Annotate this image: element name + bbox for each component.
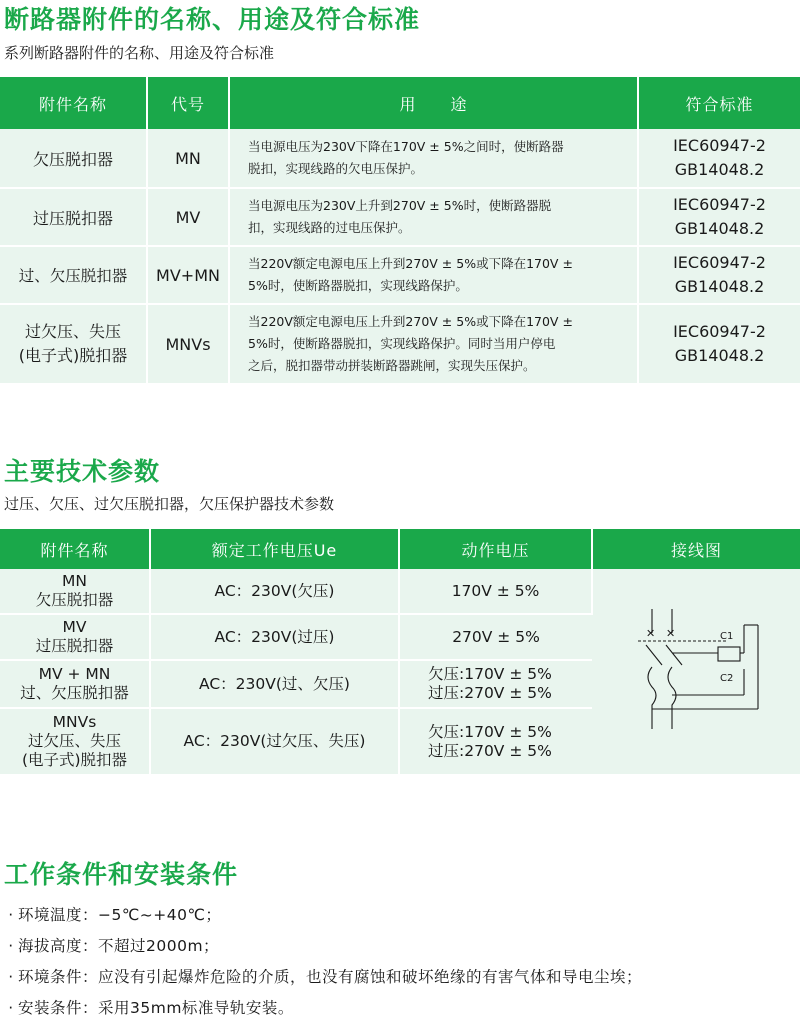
header-action-voltage: 动作电压: [399, 529, 592, 569]
name-line: MN: [62, 572, 87, 591]
cell-usage: [229, 304, 638, 384]
usage-line: 扣，实现线路的过电压保护。: [248, 220, 411, 235]
table-row: [0, 188, 800, 246]
svg-text:✕: ✕: [645, 627, 655, 640]
cell-voltage: AC：230V(欠压): [150, 569, 399, 614]
cell-name: [0, 614, 150, 659]
usage-line: 当220V额定电源电压上升到270V ± 5%或下降在170V ±: [248, 314, 573, 329]
header-code: 代号: [147, 77, 229, 129]
usage-line: 当电源电压为230V上升到270V ± 5%时，使断路器脱: [248, 198, 552, 213]
section3-title: 工作条件和安装条件: [4, 860, 239, 889]
action-line: 欠压:170V ± 5%: [428, 722, 552, 741]
name-line: MNVs: [52, 713, 97, 732]
accessories-table: [0, 77, 800, 385]
name-line: 过、欠压脱扣器: [20, 684, 129, 703]
name-line: 欠压脱扣器: [35, 591, 114, 610]
cell-name: 过、欠压脱扣器: [0, 246, 147, 304]
cell-standard: [638, 304, 800, 384]
name-line: MV + MN: [38, 665, 111, 684]
conditions-list: [4, 904, 800, 1028]
list-item-text: 安装条件：采用35mm标准导轨安装。: [18, 999, 294, 1017]
cell-code: MN: [147, 129, 229, 188]
standard-line: IEC60947-2: [673, 322, 766, 341]
cell-voltage: AC：230V(过、欠压): [150, 660, 399, 708]
action-line: 欠压:170V ± 5%: [428, 665, 552, 684]
standard-line: GB14048.2: [674, 277, 765, 296]
section1-subtitle: 系列断路器附件的名称、用途及符合标准: [4, 44, 275, 62]
usage-line: 当220V额定电源电压上升到270V ± 5%或下降在170V ±: [248, 256, 573, 271]
wiring-diagram: [594, 569, 800, 769]
name-line: (电子式)脱扣器: [18, 346, 128, 365]
usage-line: 5%时，使断路器脱扣，实现线路保护。: [248, 278, 468, 293]
cell-standard: [638, 246, 800, 304]
header-name: 附件名称: [0, 77, 147, 129]
name-line: (电子式)脱扣器: [21, 751, 128, 770]
table-header-row: [0, 77, 800, 129]
list-item: [4, 966, 800, 997]
action-line: 过压:270V ± 5%: [428, 684, 552, 703]
usage-line: 脱扣，实现线路的欠电压保护。: [248, 161, 424, 176]
section1-title: 断路器附件的名称、用途及符合标准: [4, 5, 421, 34]
standard-line: GB14048.2: [674, 219, 765, 238]
cell-voltage: AC：230V(过欠压、失压): [150, 708, 399, 775]
section2-title: 主要技术参数: [4, 457, 161, 486]
bullet-dot: ·: [8, 999, 14, 1017]
name-line: 过欠压、失压: [24, 322, 121, 341]
cell-action-voltage: 170V ± 5%: [399, 569, 592, 614]
table-row: [0, 129, 800, 188]
cell-name: [0, 660, 150, 708]
standard-line: GB14048.2: [674, 160, 765, 179]
cell-usage: [229, 129, 638, 188]
cell-voltage: AC：230V(过压): [150, 614, 399, 659]
list-item-text: 环境温度：−5℃~+40℃；: [18, 906, 222, 924]
label-c1: C1: [719, 631, 733, 642]
cell-name: 过压脱扣器: [0, 188, 147, 246]
list-item: [4, 904, 800, 935]
cell-name: [0, 304, 147, 384]
cell-code: MV: [147, 188, 229, 246]
list-item: [4, 935, 800, 966]
bullet-dot: ·: [8, 906, 14, 924]
cell-usage: [229, 188, 638, 246]
table-row: [0, 246, 800, 304]
list-item-text: 海拔高度：不超过2000m；: [18, 937, 220, 955]
header-wiring: 接线图: [592, 529, 800, 569]
header-voltage: 额定工作电压Ue: [150, 529, 399, 569]
standard-line: GB14048.2: [674, 346, 765, 365]
table-row: [0, 569, 800, 614]
list-item: [4, 997, 800, 1028]
name-line: MV: [62, 618, 87, 637]
table-header-row: [0, 529, 800, 569]
bullet-dot: ·: [8, 937, 14, 955]
usage-line: 5%时，使断路器脱扣，实现线路保护。同时当用户停电: [248, 336, 556, 351]
parameters-table: [0, 529, 800, 776]
bullet-dot: ·: [8, 968, 14, 986]
header-name: 附件名称: [0, 529, 150, 569]
usage-line: 之后，脱扣器带动拼装断路器跳闸，实现失压保护。: [248, 358, 536, 373]
cell-action-voltage: [399, 660, 592, 708]
cell-name: 欠压脱扣器: [0, 129, 147, 188]
standard-line: IEC60947-2: [673, 136, 766, 155]
header-standard: 符合标准: [638, 77, 800, 129]
standard-line: IEC60947-2: [673, 253, 766, 272]
usage-line: 当电源电压为230V下降在170V ± 5%之间时，使断路器: [248, 139, 564, 154]
name-line: 过压脱扣器: [35, 637, 114, 656]
cell-code: MV+MN: [147, 246, 229, 304]
action-line: 过压:270V ± 5%: [428, 741, 552, 760]
label-c2: C2: [719, 673, 733, 684]
cell-usage: [229, 246, 638, 304]
cell-name: [0, 569, 150, 614]
header-usage: 用 途: [229, 77, 638, 129]
standard-line: IEC60947-2: [673, 195, 766, 214]
cell-standard: [638, 188, 800, 246]
cell-action-voltage: 270V ± 5%: [399, 614, 592, 659]
name-line: 过欠压、失压: [27, 732, 121, 751]
svg-text:✕: ✕: [665, 627, 675, 640]
section2-subtitle: 过压、欠压、过欠压脱扣器，欠压保护器技术参数: [4, 495, 335, 513]
list-item-text: 环境条件：应没有引起爆炸危险的介质，也没有腐蚀和破坏绝缘的有害气体和导电尘埃；: [18, 968, 643, 986]
cell-code: MNVs: [147, 304, 229, 384]
cell-name: [0, 708, 150, 775]
table-row: [0, 304, 800, 384]
cell-standard: [638, 129, 800, 188]
wiring-diagram-cell: [592, 569, 800, 775]
cell-action-voltage: [399, 708, 592, 775]
